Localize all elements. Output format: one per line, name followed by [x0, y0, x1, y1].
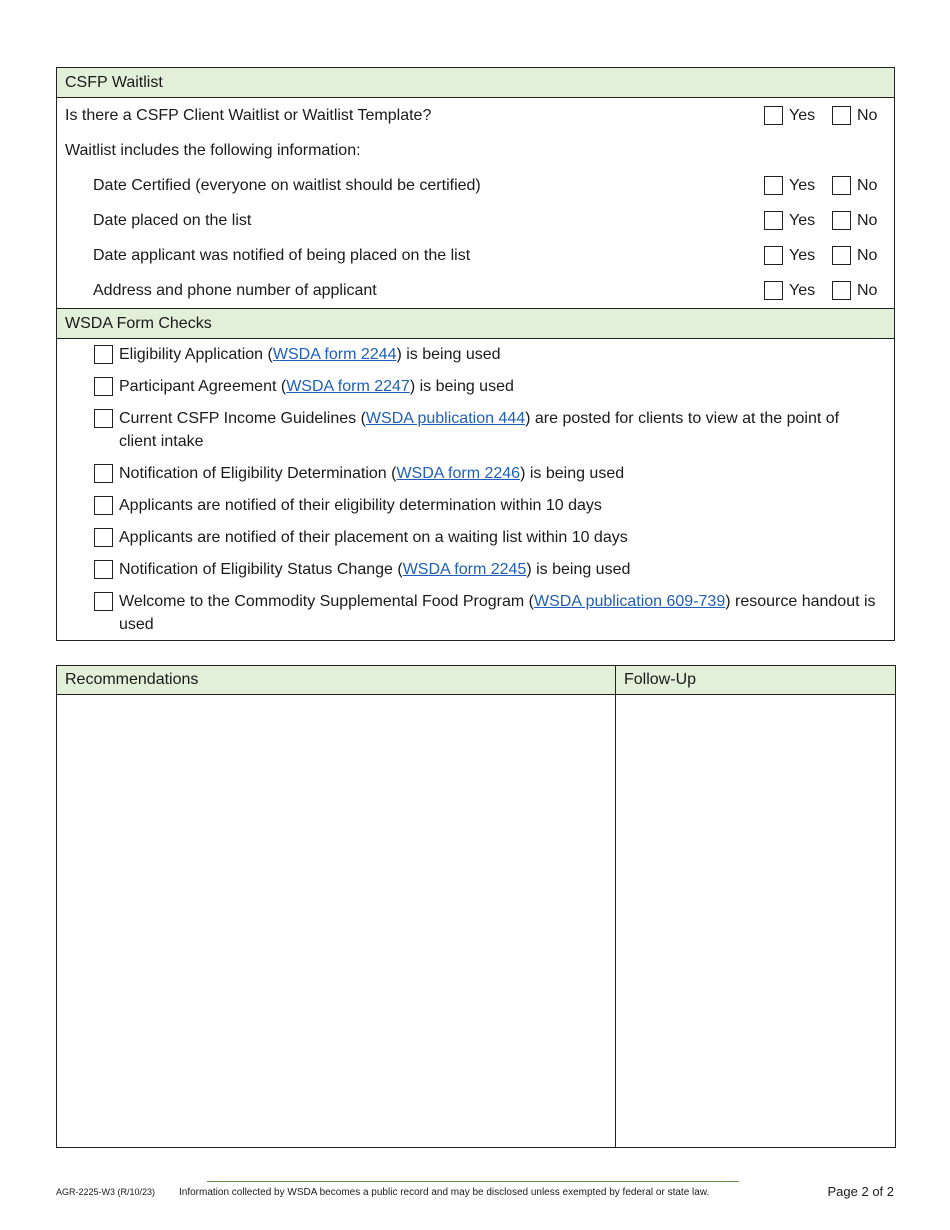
form-check-item — [57, 407, 894, 453]
waitlist-item-row — [57, 203, 894, 238]
yes-label: Yes — [789, 107, 816, 124]
wsda-form-link[interactable]: WSDA form 2244 — [272, 346, 397, 363]
form-check-text — [119, 462, 876, 485]
form-check-item — [57, 590, 894, 636]
checkbox[interactable] — [764, 106, 783, 125]
item-yes[interactable] — [764, 273, 815, 308]
form-check-item — [57, 343, 894, 366]
check-text-after: ) are posted for clients to view at the point of client intake — [119, 410, 840, 450]
item-yes[interactable] — [764, 168, 815, 203]
form-checks-list — [57, 339, 894, 640]
form-check-text — [119, 407, 876, 453]
check-text-before: Eligibility Application ( — [119, 346, 273, 363]
waitlist-question-no[interactable] — [832, 98, 877, 133]
check-text-after: ) resource handout is used — [119, 593, 876, 633]
item-no[interactable] — [832, 203, 877, 238]
recommendations-header: Recommendations — [57, 666, 616, 695]
checkbox[interactable] — [832, 281, 851, 300]
no-label: No — [857, 247, 878, 264]
check-text-before: Welcome to the Commodity Supplemental Food Program ( — [119, 593, 534, 610]
checkbox[interactable] — [764, 246, 783, 265]
public-record-notice: Information collected by WSDA becomes a public record and may be disclosed unless exempted by federal or state law. — [179, 1187, 710, 1198]
form-check-item — [57, 375, 894, 398]
form-code: AGR-2225-W3 (R/10/23) — [56, 1187, 156, 1197]
form-check-text: Applicants are notified of their placement on a waiting list within 10 days — [119, 529, 628, 546]
checkbox[interactable] — [832, 246, 851, 265]
checkbox[interactable] — [764, 176, 783, 195]
follow-up-field[interactable] — [616, 695, 896, 1148]
form-check-item — [57, 494, 894, 517]
item-yes[interactable] — [764, 203, 815, 238]
csfp-waitlist-section — [56, 67, 895, 641]
wsda-publication-link[interactable]: WSDA publication 444 — [365, 410, 526, 427]
check-text-after: ) is being used — [526, 561, 631, 578]
yes-label: Yes — [789, 212, 816, 229]
checkbox[interactable] — [94, 345, 113, 364]
waitlist-item-row — [57, 273, 894, 308]
check-text-before: Notification of Eligibility Status Change ( — [119, 561, 403, 578]
waitlist-item-label: Date placed on the list — [93, 212, 252, 229]
checkbox[interactable] — [94, 464, 113, 483]
wsda-form-link[interactable]: WSDA form 2245 — [402, 561, 527, 578]
yes-label: Yes — [789, 282, 816, 299]
follow-up-header: Follow-Up — [616, 666, 896, 695]
waitlist-question-yes[interactable] — [764, 98, 815, 133]
wsda-form-link[interactable]: WSDA form 2246 — [396, 465, 521, 482]
checkbox[interactable] — [832, 176, 851, 195]
waitlist-item-label: Address and phone number of applicant — [93, 282, 377, 299]
check-text-after: ) is being used — [396, 346, 501, 363]
checkbox[interactable] — [94, 528, 113, 547]
no-label: No — [857, 212, 878, 229]
waitlist-header: CSFP Waitlist — [57, 68, 894, 98]
page-number: Page 2 of 2 — [827, 1184, 894, 1199]
item-no[interactable] — [832, 273, 877, 308]
recommendations-table — [56, 665, 896, 1148]
item-no[interactable] — [832, 238, 877, 273]
form-check-text — [119, 558, 876, 581]
checkbox[interactable] — [94, 592, 113, 611]
footer-divider — [207, 1181, 739, 1182]
form-check-text — [119, 375, 876, 398]
waitlist-item-row — [57, 238, 894, 273]
checkbox[interactable] — [94, 560, 113, 579]
checkbox[interactable] — [94, 409, 113, 428]
no-label: No — [857, 282, 878, 299]
yes-label: Yes — [789, 247, 816, 264]
checkbox[interactable] — [832, 106, 851, 125]
waitlist-includes-label: Waitlist includes the following information: — [65, 142, 361, 159]
waitlist-item-row — [57, 168, 894, 203]
no-label: No — [857, 177, 878, 194]
waitlist-question-row — [57, 98, 894, 133]
checkbox[interactable] — [764, 211, 783, 230]
waitlist-includes-row — [57, 133, 894, 168]
form-check-text: Applicants are notified of their eligibility determination within 10 days — [119, 497, 602, 514]
form-check-item — [57, 558, 894, 581]
check-text-after: ) is being used — [409, 378, 514, 395]
checkbox[interactable] — [94, 377, 113, 396]
check-text-before: Participant Agreement ( — [119, 378, 287, 395]
waitlist-item-label: Date Certified (everyone on waitlist should be certified) — [93, 177, 481, 194]
waitlist-item-label: Date applicant was notified of being placed on the list — [93, 247, 471, 264]
form-check-text — [119, 343, 876, 366]
form-check-text — [119, 590, 876, 636]
item-yes[interactable] — [764, 238, 815, 273]
checkbox[interactable] — [832, 211, 851, 230]
wsda-publication-link[interactable]: WSDA publication 609-739 — [534, 593, 726, 610]
waitlist-question: Is there a CSFP Client Waitlist or Waitlist Template? — [65, 107, 432, 124]
yes-label: Yes — [789, 177, 816, 194]
form-checks-header: WSDA Form Checks — [57, 308, 894, 339]
form-check-item — [57, 526, 894, 549]
checkbox[interactable] — [764, 281, 783, 300]
form-check-item — [57, 462, 894, 485]
check-text-before: Notification of Eligibility Determination ( — [119, 465, 397, 482]
no-label: No — [857, 107, 878, 124]
check-text-before: Current CSFP Income Guidelines ( — [119, 410, 366, 427]
recommendations-field[interactable] — [57, 695, 616, 1148]
wsda-form-link[interactable]: WSDA form 2247 — [286, 378, 410, 395]
check-text-after: ) is being used — [520, 465, 625, 482]
checkbox[interactable] — [94, 496, 113, 515]
item-no[interactable] — [832, 168, 877, 203]
